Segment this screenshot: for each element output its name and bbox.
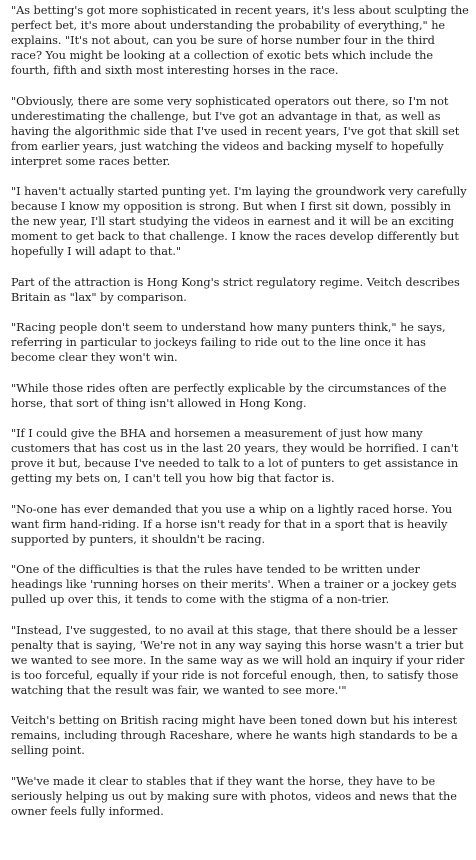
paragraph-raceshare: Veitch's betting on British racing might have been toned down but his interest remains, including through Raceshare, where he wants high standards to be a selling point. xyxy=(11,714,458,757)
paragraph-lesser-penalty: "Instead, I've suggested, to no avail at this stage, that there should be a lesser penalty that is saying, 'We're not in any way saying this horse wasn't a trier but we wanted to see more. In the same way as we will hold an inquiry if your rider is too forceful, equally if your ride is not forceful enough, then, to satisfy those watching that the result was fair, we wanted to see more.'" xyxy=(11,623,465,697)
paragraph-rides-explicable: "While those rides often are perfectly explicable by the circumstances of the horse, that sort of thing isn't allowed in Hong Kong. xyxy=(11,381,447,410)
paragraph-bha-measurement: "If I could give the BHA and horsemen a measurement of just how many customers that has cost us in the last 20 years, they would be horrified. I can't prove it but, because I've needed to talk to a lot of punters to get assistance in getting my bets on, I can't tell you how big that factor is. xyxy=(11,427,459,485)
paragraph-hong-kong-regime: Part of the attraction is Hong Kong's strict regulatory regime. Veitch describes Britain as "lax" by comparison. xyxy=(11,275,460,304)
paragraph-rules-difficulties: "One of the difficulties is that the rules have tended to be written under headings like 'running horses on their merits'. When a trainer or a jockey gets pulled up over this, it tends to come with the stigma of a non-trier. xyxy=(11,563,457,606)
paragraph-whip: "No-one has ever demanded that you use a whip on a lightly raced horse. You want firm hand-riding. If a horse isn't ready for that in a sport that is heavily supported by punters, it shouldn't be racing. xyxy=(11,502,453,546)
article-body xyxy=(11,3,469,834)
paragraph-groundwork: "I haven't actually started punting yet. I'm laying the groundwork very carefully because I know my opposition is strong. But when I first sit down, possibly in the new year, I'll start studying the videos in earnest and it will be an exciting moment to get back to that challenge. I know the races develop differently but hopefully I will adapt to that." xyxy=(11,185,467,258)
paragraph-punters-think: "Racing people don't seem to understand how many punters think," he says, referring in particular to jockeys failing to ride out to the line once it has become clear they won't win. xyxy=(11,321,446,364)
paragraph-betting-sophistication: "As betting's got more sophisticated in recent years, it's less about sculpting the perfect bet, it's more about understanding the probability of everything," he explains. "It's not about, can you be sure of horse number four in the third race? You might be looking at a collection of exotic bets which include the fourth, fifth and sixth most interesting horses in the race. xyxy=(11,4,469,77)
paragraph-sophisticated-operators: "Obviously, there are some very sophisticated operators out there, so I'm not underestimating the challenge, but I've got an advantage in that, as well as having the algorithmic side that I've used in recent years, I've got that skill set from earlier years, just watching the videos and backing myself to hopefully interpret some races better. xyxy=(11,94,460,168)
paragraph-stables: "We've made it clear to stables that if they want the horse, they have to be seriously helping us out by making sure with photos, videos and news that the owner feels fully informed. xyxy=(11,774,457,818)
